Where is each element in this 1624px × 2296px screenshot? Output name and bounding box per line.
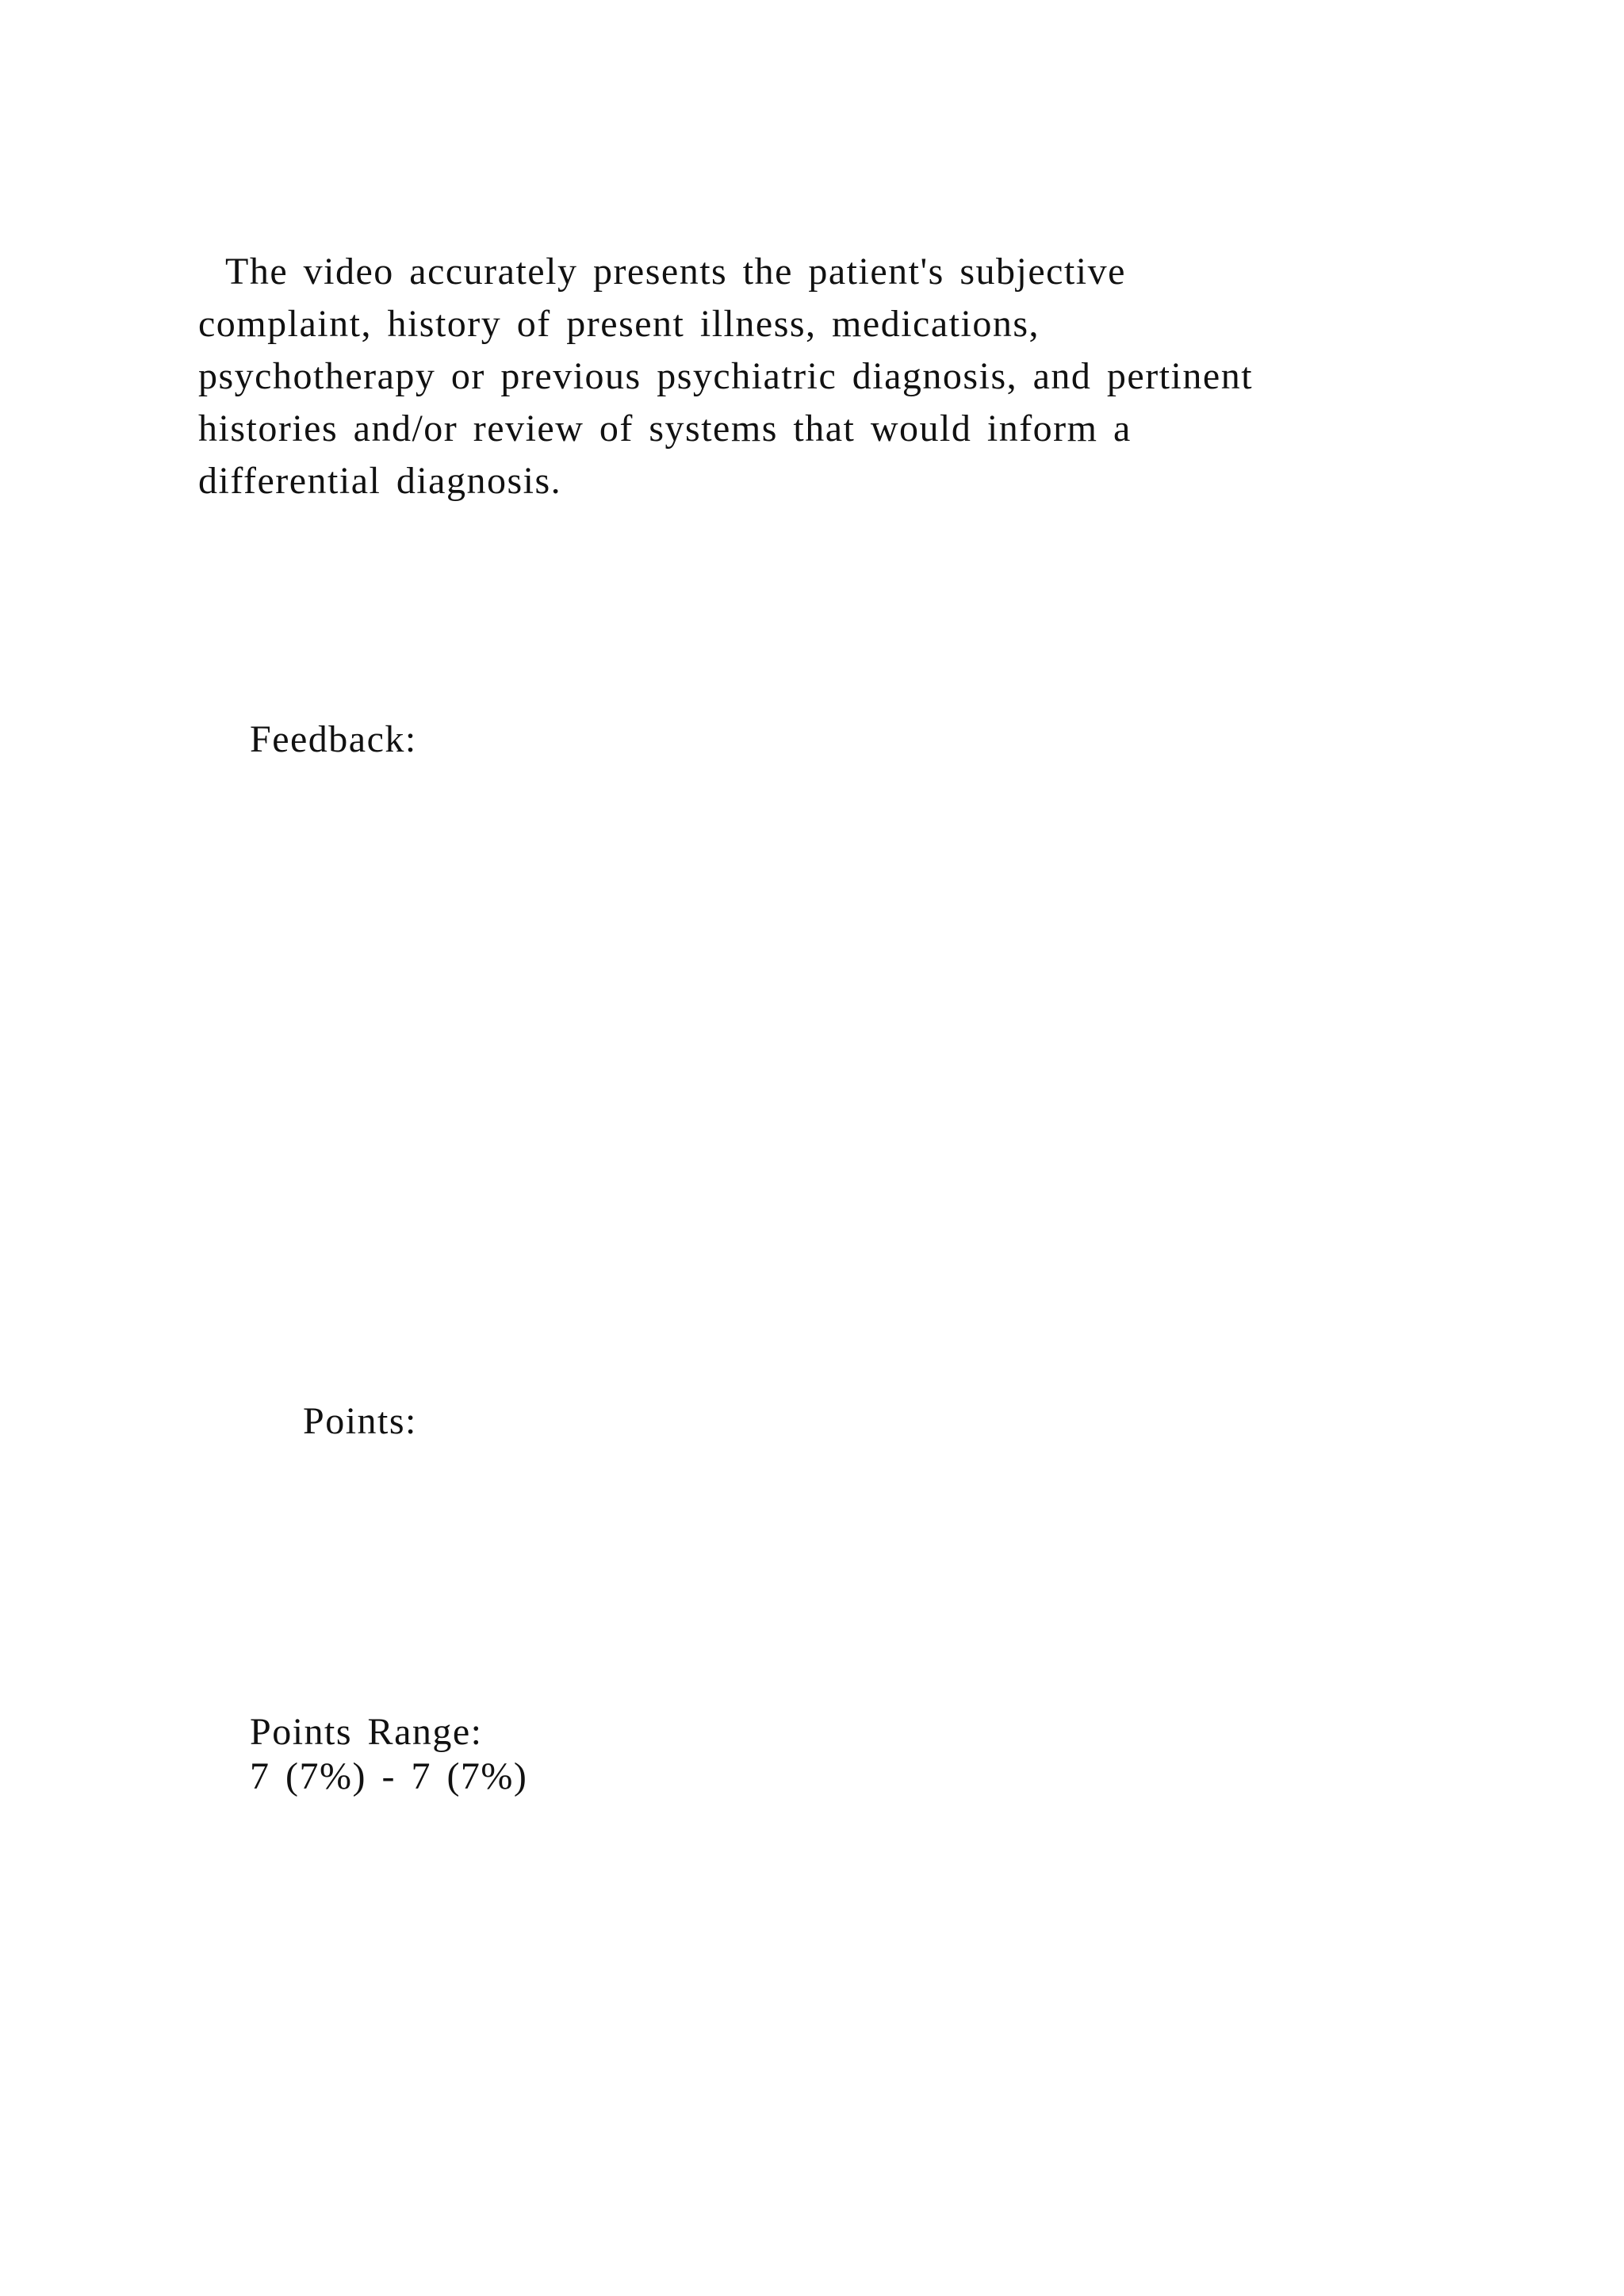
criterion-line: The video accurately presents the patient's subjective [225,251,1126,293]
criterion-line: complaint, history of present illness, medications, [198,303,1040,345]
points-range-label: Points Range: [250,1711,483,1753]
feedback-label: Feedback: [250,718,417,760]
criterion-description [198,246,1451,507]
criterion-line: differential diagnosis. [198,460,562,502]
points-label: Points: [303,1400,417,1442]
points-range [250,1710,527,1799]
criterion-line: histories and/or review of systems that would inform a [198,408,1132,450]
criterion-line: psychotherapy or previous psychiatric diagnosis, and pertinent [198,355,1254,397]
points-range-value: 7 (7%) - 7 (7%) [250,1755,528,1797]
